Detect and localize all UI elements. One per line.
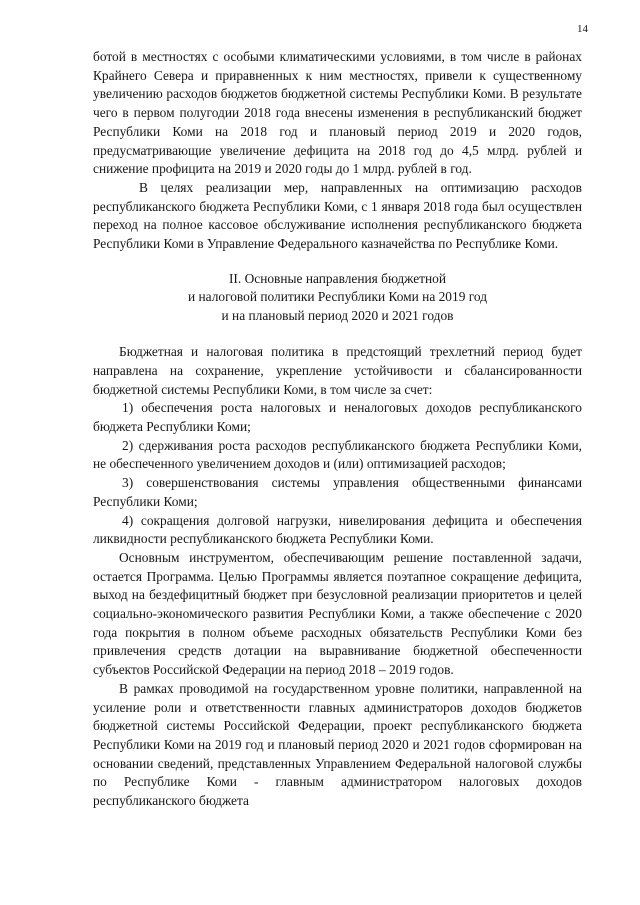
list-item: 2) сдерживания роста расходов республиканского бюджета Республики Коми, не обеспеченного увеличением доходов и (или) оптимизацией расходов; bbox=[93, 437, 582, 472]
section-heading-line-1: II. Основные направления бюджетной bbox=[228, 270, 447, 286]
list-item: 1) обеспечения роста налоговых и неналоговых доходов республиканского бюджета Республики Коми; bbox=[93, 400, 582, 435]
paragraph-treasury: В целях реализации мер, направленных на оптимизацию расходов республиканского бюджета Республики Коми, с 1 января 2018 года был осуществлен переход на полное кассовое обслуживание исполнения республиканского бюджета Республики Коми в Управление Федерального казначейства по Республике Коми. bbox=[93, 179, 582, 252]
paragraph-program: Основным инструментом, обеспечивающим решение поставленной задачи, остается Программа. Целью Программы является поэтапное сокращение дефицита, выход на бездефицитный бюджет при безусловной реализации приоритетов и целей социально-экономического развития Республики Коми, а также обеспечение с 2020 года покрытия в полном объеме расходных обязательств Республики Коми без привлечения средств дотации на выравнивание бюджетной обеспеченности субъектов Российской Федерации на период 2018 – 2019 годов. bbox=[93, 549, 582, 678]
page-number: 14 bbox=[577, 23, 588, 35]
list-item: 3) совершенствования системы управления общественными финансами Республики Коми; bbox=[93, 475, 582, 509]
paragraph-policy: В рамках проводимой на государственном уровне политики, направленной на усиление роли и ответственности главных администраторов доходов бюджетов бюджетной системы Российской Федерации, проект республиканского бюджета Республики Коми на 2019 год и плановый период 2020 и 2021 годов сформирован на основании сведений, представленных Управлением Федеральной налоговой службы по Республике Коми - главным администратором налоговых доходов республиканского бюджета bbox=[93, 680, 582, 809]
section-heading-line-3: и на плановый период 2020 и 2021 годов bbox=[221, 307, 454, 323]
paragraph-intro: Бюджетная и налоговая политика в предстоящий трехлетний период будет направлена на сохранение, укрепление устойчивости и сбалансированности бюджетной системы Республики Коми, в том числе за счет: bbox=[93, 344, 582, 397]
paragraph-continuation: ботой в местностях с особыми климатическими условиями, в том числе в районах Крайнего Севера и приравненных к ним местностях, привели к существенному увеличению расходов бюджетов бюджетной системы Республики Коми. В результате чего в первом полугодии 2018 года внесены изменения в республиканский бюджет Республики Коми на 2018 год и плановый период 2019 и 2020 годов, предусматривающие увеличение дефицита на 2018 год до 4,5 млрд. рублей и снижение профицита на 2019 и 2020 годы до 1 млрд. рублей в год. bbox=[93, 49, 582, 177]
section-heading-line-2: и налоговой политики Республики Коми на 2019 год bbox=[187, 289, 488, 305]
list-item: 4) сокращения долговой нагрузки, нивелирования дефицита и обеспечения ликвидности республиканского бюджета Республики Коми. bbox=[93, 512, 582, 547]
document-body bbox=[93, 48, 582, 811]
section-heading bbox=[93, 270, 582, 326]
